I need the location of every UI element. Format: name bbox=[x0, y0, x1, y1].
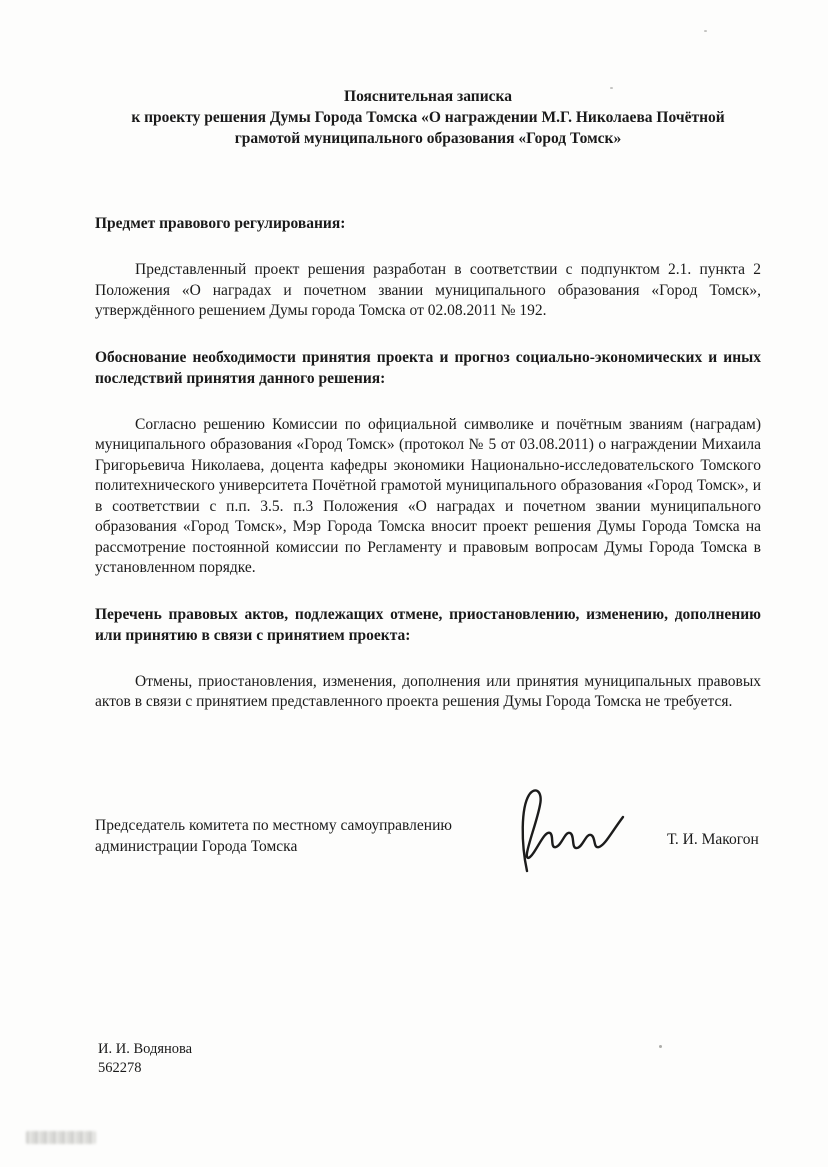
section-heading-justification: Обоснование необходимости принятия проекта и прогноз социально-экономических и иных последствий принятия данного решения: bbox=[95, 348, 761, 387]
signer-position bbox=[95, 815, 495, 857]
executor-phone: 562278 bbox=[98, 1060, 142, 1076]
executor-info bbox=[98, 1040, 192, 1078]
section-heading-subject: Предмет правового регулирования: bbox=[95, 215, 346, 232]
section-paragraph-subject: Представленный проект решения разработан в соответствии с подпунктом 2.1. пункта 2 Положения «О наградах и почетном звании муниципального образования «Город Томск», утверждённого решением Думы города Томска от 02.08.2011 № 192. bbox=[95, 261, 761, 319]
signer-position-line-2: администрации Города Томска bbox=[95, 837, 298, 855]
handwritten-signature-icon bbox=[513, 783, 638, 878]
section-heading-legal-acts: Перечень правовых актов, подлежащих отмене, приостановлению, изменению, дополнению или принятию в связи с принятием проекта: bbox=[95, 605, 761, 644]
title-line-1: Пояснительная записка bbox=[344, 88, 512, 105]
title-line-3: грамотой муниципального образования «Город Томск» bbox=[234, 130, 622, 147]
section-paragraph-legal-acts: Отмены, приостановления, изменения, дополнения или принятия муниципальных правовых актов в связи с принятием представленного проекта решения Думы Города Томска не требуется. bbox=[95, 672, 761, 710]
signature-block bbox=[95, 783, 761, 903]
signer-position-line-1: Председатель комитета по местному самоуправлению bbox=[95, 816, 452, 834]
scan-artifact-smudge bbox=[26, 1131, 96, 1144]
executor-name: И. И. Водянова bbox=[98, 1041, 193, 1057]
signer-name: Т. И. Макогон bbox=[667, 830, 759, 848]
document-content bbox=[95, 0, 761, 903]
document-title bbox=[95, 0, 761, 149]
scan-artifact-dot bbox=[659, 1045, 662, 1048]
title-line-2: к проекту решения Думы Города Томска «О награждении М.Г. Николаева Почётной bbox=[131, 109, 725, 126]
section-paragraph-justification: Согласно решению Комиссии по официальной символике и почётным званиям (наградам) муниципального образования «Город Томск» (протокол № 5 от 03.08.2011) о награждении Михаила Григорьевича Николаева, доцента кафедры экономики Национально-исследовательского Томского политехнического университета Почётной грамотой муниципального образования «Город Томск», и в соответствии с п.п. 3.5. п.3 Положения «О наградах и почетном звании муниципального образования «Город Томск», Мэр Города Томска вносит проект решения Думы Города Томска на рассмотрение постоянной комиссии по Регламенту и правовым вопросам Думы Города Томска в установленном порядке. bbox=[95, 415, 761, 576]
